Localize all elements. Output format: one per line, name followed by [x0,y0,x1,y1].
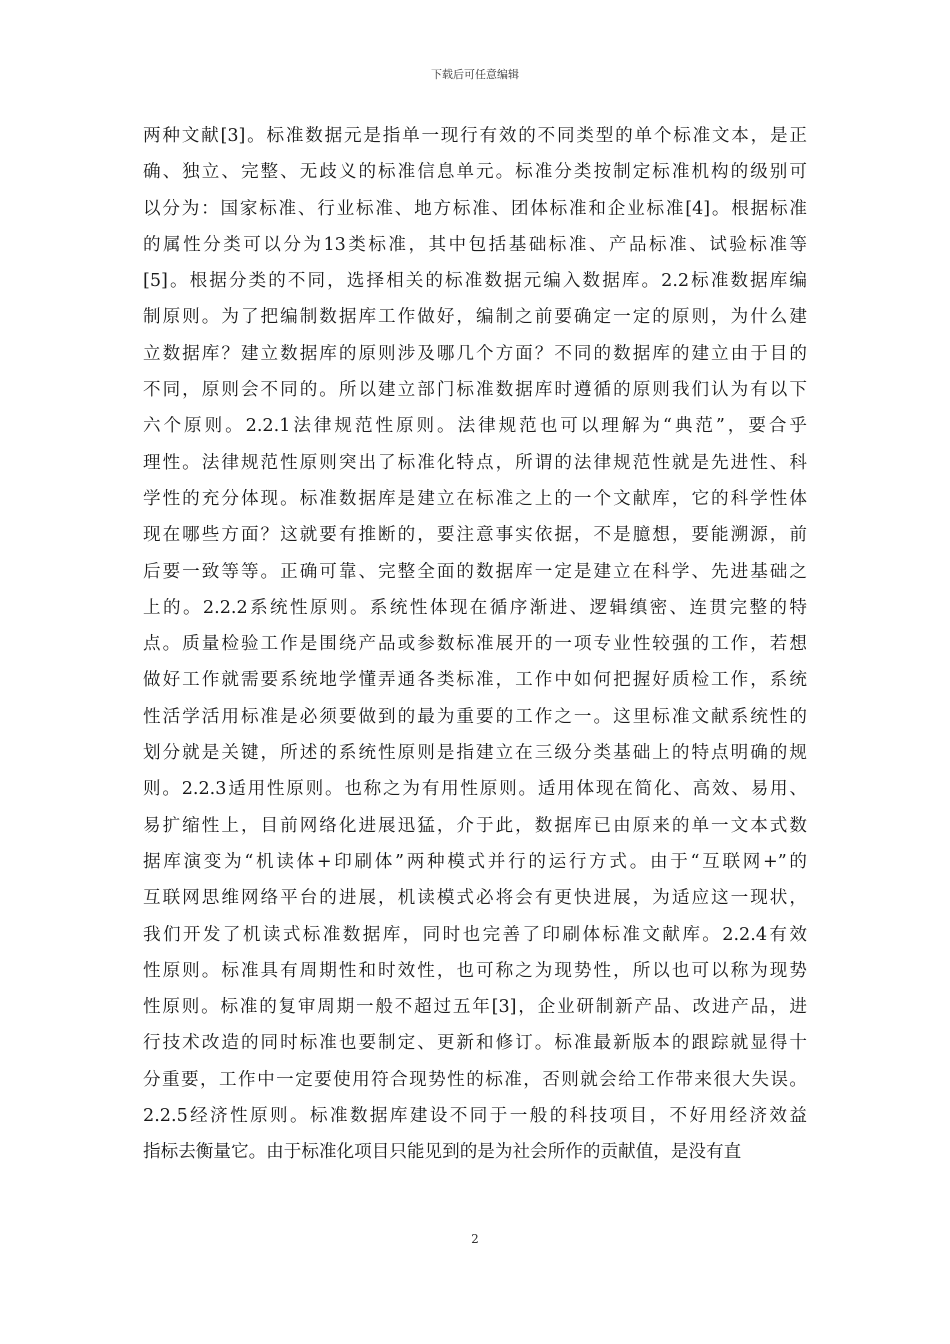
text-line: 性原则。标准的复审周期一般不超过五年[3]，企业研制新产品、改进产品，进 [143,997,807,1018]
text-line: 的属性分类可以分为13类标准，其中包括基础标准、产品标准、试验标准等 [143,234,807,255]
text-line: 指标去衡量它。由于标准化项目只能见到的是为社会所作的贡献值，是没有直 [143,1142,742,1163]
text-line: 做好工作就需要系统地学懂弄通各类标准，工作中如何把握好质检工作，系统 [143,670,807,691]
text-line: 以分为：国家标准、行业标准、地方标准、团体标准和企业标准[4]。根据标准 [143,198,807,219]
text-line: 两种文献[3]。标准数据元是指单一现行有效的不同类型的单个标准文本，是正 [143,126,807,146]
text-line: 分重要，工作中一定要使用符合现势性的标准，否则就会给工作带来很大失误。 [143,1069,807,1090]
text-line: 现在哪些方面？这就要有推断的，要注意事实依据，不是臆想，要能溯源，前 [143,525,807,546]
text-line: 立数据库？建立数据库的原则涉及哪几个方面？不同的数据库的建立由于目的 [143,343,807,364]
text-line: 不同，原则会不同的。所以建立部门标准数据库时遵循的原则我们认为有以下 [143,380,807,401]
page-header: 下载后可任意编辑 [431,68,519,81]
text-line: 据库演变为“机读体+印刷体”两种模式并行的运行方式。由于“互联网+”的 [143,851,807,872]
text-line: 六个原则。2.2.1法律规范性原则。法律规范也可以理解为“典范”，要合乎 [143,416,807,437]
text-line: 2.2.5经济性原则。标准数据库建设不同于一般的科技项目，不好用经济效益 [143,1106,807,1127]
text-line: 学性的充分体现。标准数据库是建立在标准之上的一个文献库，它的科学性体 [143,488,807,509]
text-line: 性活学活用标准是必须要做到的最为重要的工作之一。这里标准文献系统性的 [143,706,807,727]
text-line: 行技术改造的同时标准也要制定、更新和修订。标准最新版本的跟踪就显得十 [143,1033,807,1054]
text-line: 互联网思维网络平台的进展，机读模式必将会有更快进展，为适应这一现状， [143,888,807,909]
text-line: 易扩缩性上，目前网络化进展迅猛，介于此，数据库已由原来的单一文本式数 [143,815,807,836]
text-line: 确、独立、完整、无歧义的标准信息单元。标准分类按制定标准机构的级别可 [143,162,807,183]
text-line: 划分就是关键，所述的系统性原则是指建立在三级分类基础上的特点明确的规 [143,743,807,764]
text-line: 点。质量检验工作是围绕产品或参数标准展开的一项专业性较强的工作，若想 [143,634,807,655]
text-line: 上的。2.2.2系统性原则。系统性体现在循序渐进、逻辑缜密、连贯完整的特 [143,597,807,618]
text-line: [5]。根据分类的不同，选择相关的标准数据元编入数据库。2.2标准数据库编 [143,271,807,292]
text-line: 后要一致等等。正确可靠、完整全面的数据库一定是建立在科学、先进基础之 [143,561,807,582]
text-line: 理性。法律规范性原则突出了标准化特点，所谓的法律规范性就是先进性、科 [143,452,807,473]
text-line: 则。2.2.3适用性原则。也称之为有用性原则。适用体现在简化、高效、易用、 [143,779,807,800]
text-line: 性原则。标准具有周期性和时效性，也可称之为现势性，所以也可以称为现势 [143,960,807,981]
text-line: 我们开发了机读式标准数据库，同时也完善了印刷体标准文献库。2.2.4有效 [143,924,807,945]
body-text [143,118,807,1171]
text-line: 制原则。为了把编制数据库工作做好，编制之前要确定一定的原则，为什么建 [143,307,807,328]
page-number: 2 [471,1232,479,1246]
